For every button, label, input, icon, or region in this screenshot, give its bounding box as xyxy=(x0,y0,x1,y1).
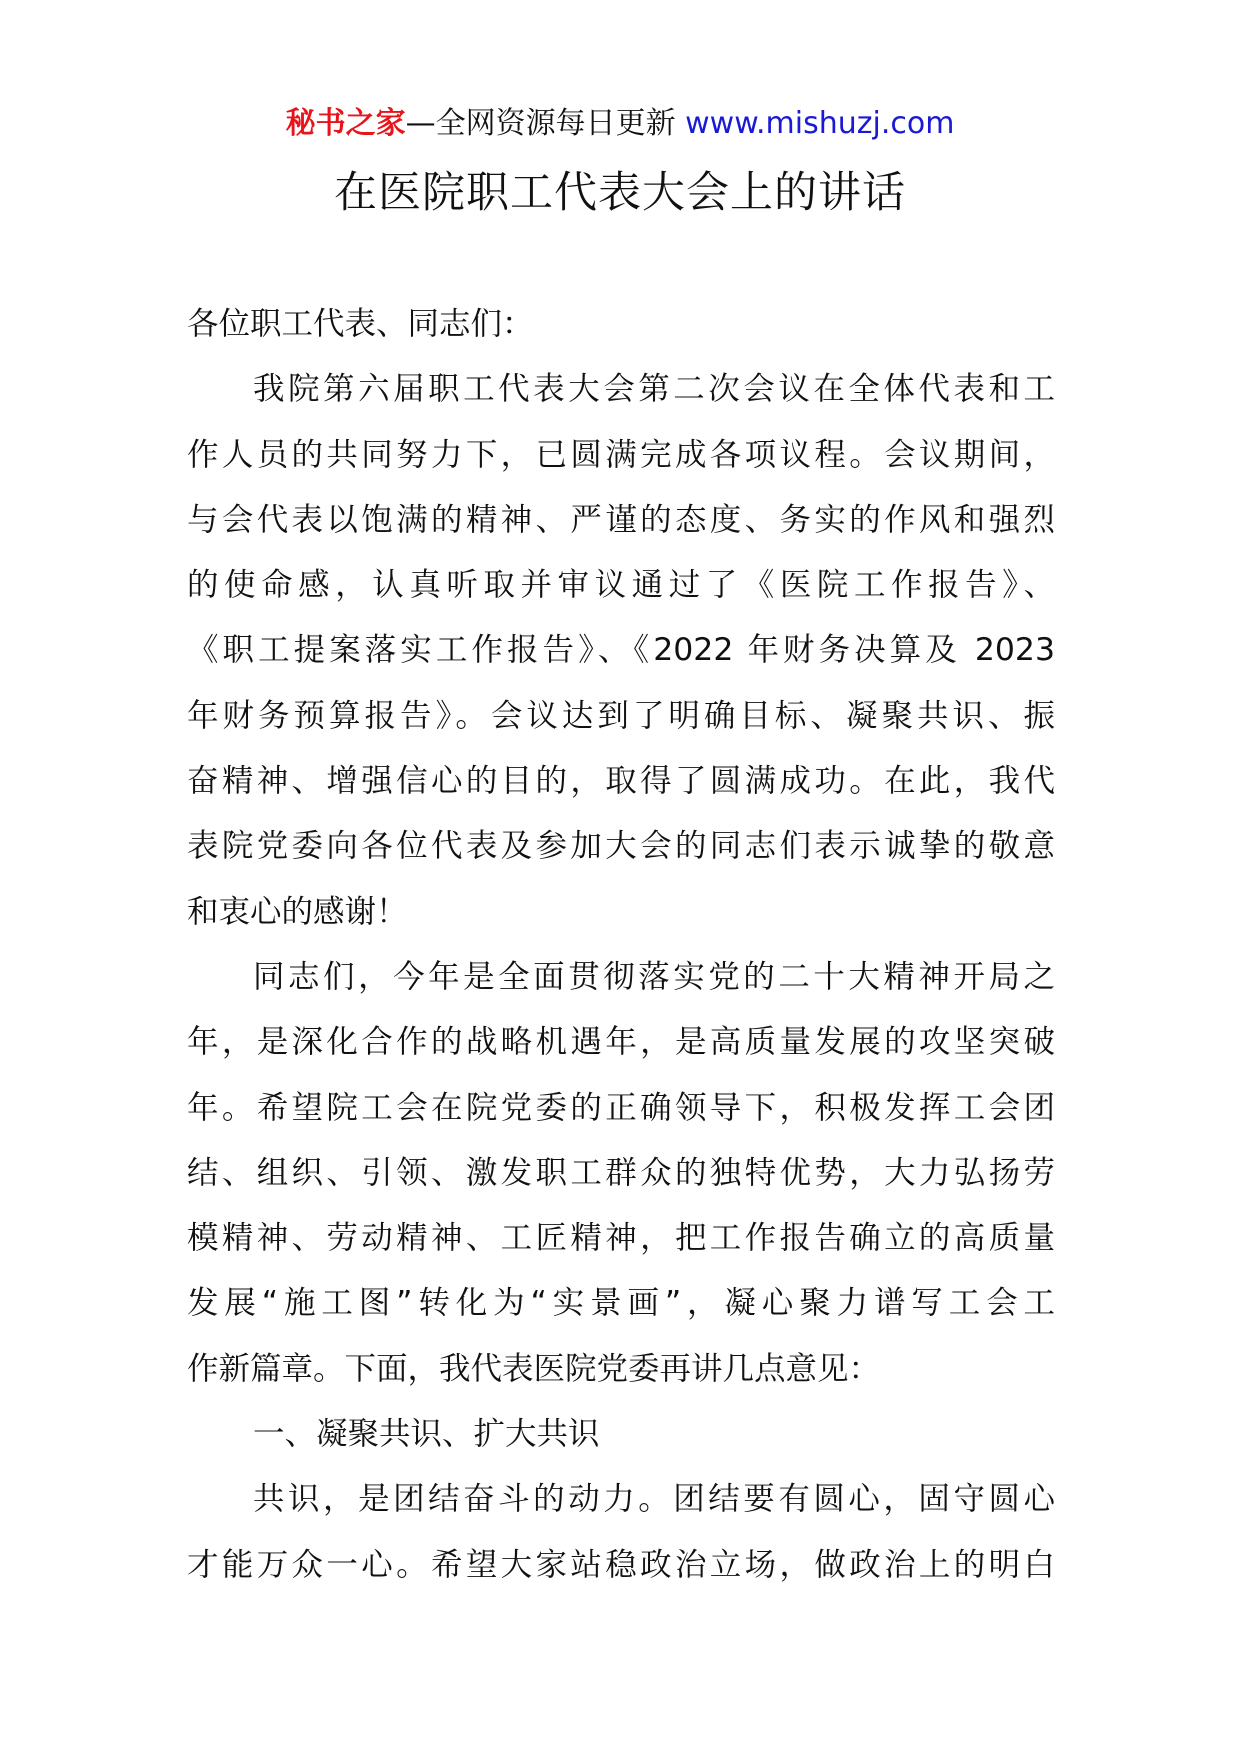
body-line: 才能万众一心。希望大家站稳政治立场，做政治上的明白 xyxy=(187,1546,1055,1583)
document-title: 在医院职工代表大会上的讲话 xyxy=(334,168,906,218)
body-line: 与会代表以饱满的精神、严谨的态度、务实的作风和强烈 xyxy=(187,501,1055,538)
header-slogan: —全网资源每日更新 xyxy=(405,106,686,141)
body-line: 年，是深化合作的战略机遇年，是高质量发展的攻坚突破 xyxy=(187,1024,1055,1061)
body-line: 作新篇章。下面，我代表医院党委再讲几点意见： xyxy=(187,1350,881,1387)
body-line: 的使命感，认真听取并审议通过了《医院工作报告》、 xyxy=(187,567,1055,604)
body-line: 发展“施工图”转化为“实景画”，凝心聚力谱写工会工 xyxy=(187,1285,1055,1322)
body-line: 表院党委向各位代表及参加大会的同志们表示诚挚的敬意 xyxy=(187,828,1055,865)
body-line: 奋精神、增强信心的目的，取得了圆满成功。在此，我代 xyxy=(187,763,1055,800)
body-line: 共识，是团结奋斗的动力。团结要有圆心，固守圆心 xyxy=(253,1481,1055,1518)
site-header xyxy=(0,104,1240,144)
body-line: 年。希望院工会在院党委的正确领导下，积极发挥工会团 xyxy=(187,1089,1055,1126)
body-line: 模精神、劳动精神、工匠精神，把工作报告确立的高质量 xyxy=(187,1220,1055,1257)
website-link[interactable]: www.mishuzj.com xyxy=(685,106,955,141)
body-line: 《职工提案落实工作报告》、《2022 年财务决算及 2023 xyxy=(187,632,1055,669)
body-line: 同志们，今年是全面贯彻落实党的二十大精神开局之 xyxy=(253,958,1055,995)
speech-body xyxy=(187,292,1055,1598)
body-line: 结、组织、引领、激发职工群众的独特优势，大力弘扬劳 xyxy=(187,1154,1055,1191)
body-line: 各位职工代表、同志们： xyxy=(187,306,534,342)
body-line: 我院第六届职工代表大会第二次会议在全体代表和工 xyxy=(253,371,1055,408)
body-line: 作人员的共同努力下，已圆满完成各项议程。会议期间， xyxy=(187,436,1055,473)
body-line: 年财务预算报告》。会议达到了明确目标、凝聚共识、振 xyxy=(187,697,1055,734)
brand-name: 秘书之家 xyxy=(285,106,406,141)
body-line: 一、凝聚共识、扩大共识 xyxy=(253,1416,600,1453)
body-line: 和衷心的感谢！ xyxy=(187,893,408,930)
